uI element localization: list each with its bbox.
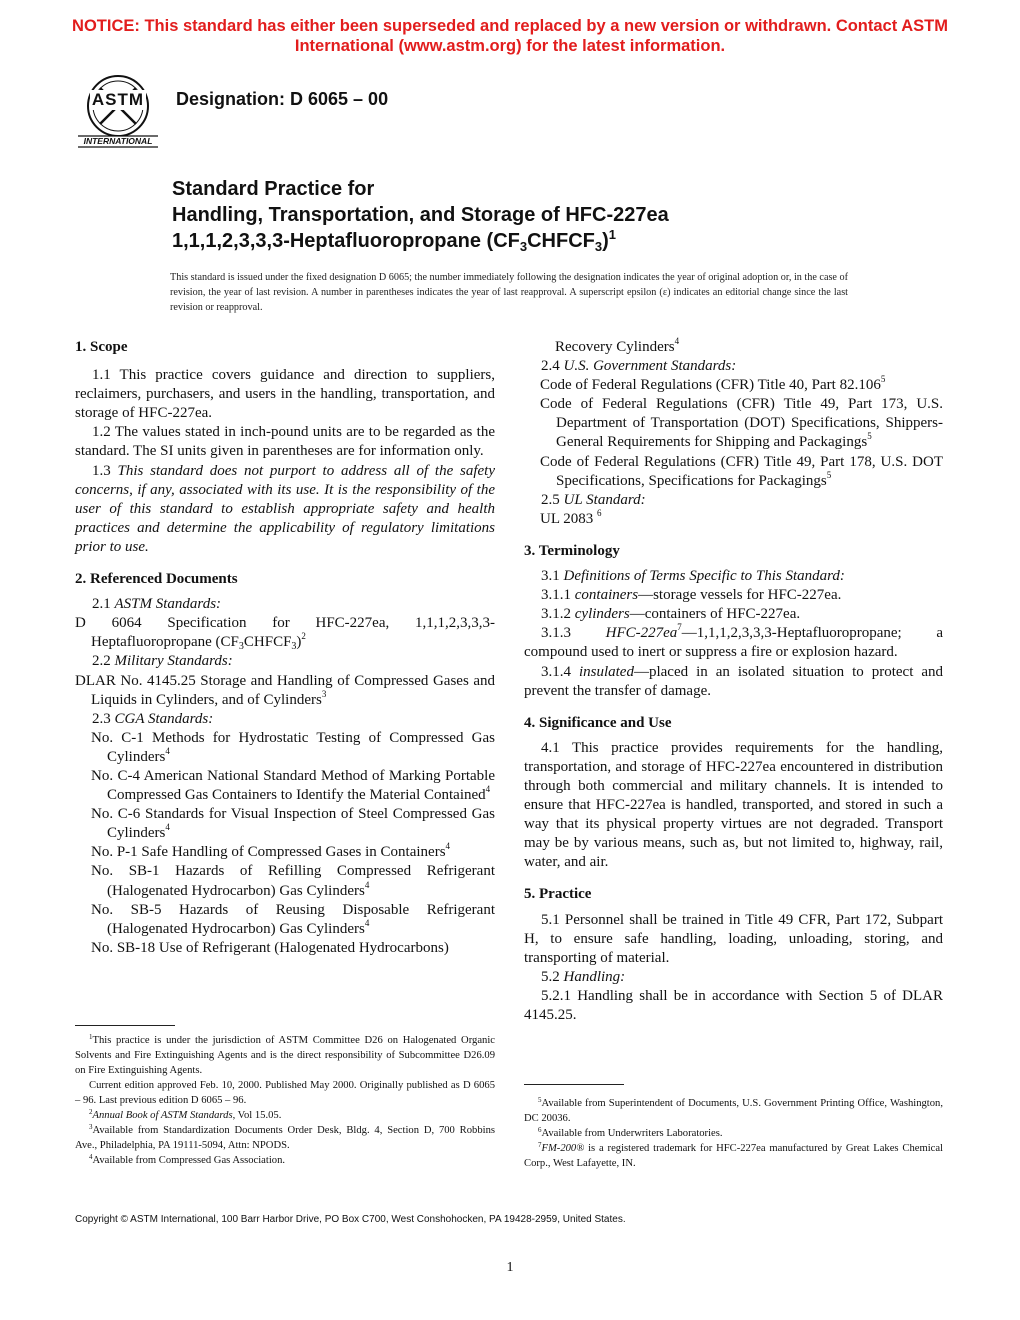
- section-heading-referenced-documents: 2. Referenced Documents: [75, 571, 238, 588]
- para-2-3: 2.3 CGA Standards:: [92, 710, 214, 727]
- document-title: [172, 176, 669, 254]
- ref-cga-sb5: No. SB-5 Hazards of Reusing Disposable Refrigerant (Halogenated Hydrocarbon) Gas Cylinders$^4$: [91, 901, 495, 937]
- footnotes-right: [524, 1096, 943, 1171]
- left-column: [75, 338, 495, 958]
- footnote-4: $^4$Available from Compressed Gas Association.: [89, 1153, 286, 1166]
- para-5-2-1: 5.2.1 Handling shall be in accordance with Section 5 of DLAR 4145.25.: [524, 987, 943, 1023]
- title-line-3: 1,1,1,2,3,3,3-Heptafluoropropane $(CF_3CHFCF_3)^1$: [172, 227, 616, 254]
- ref-cfr-173: Code of Federal Regulations (CFR) Title 49, Part 173, U.S. Department of Transportation (DOT) Specifications, Shippers-General Requirements for Shipping and Packagings$^5$: [540, 396, 943, 451]
- title-footnote-ref: 1: [608, 227, 616, 242]
- footnote-rule-left: [75, 1025, 175, 1026]
- footnote-1: $^1$This practice is under the jurisdiction of ASTM Committee D26 on Halogenated Organic Solvents and Fire Extinguishing Agents and is the direct responsibility of Subcommittee D26.09 on Fire Extinguishing Agents.: [75, 1033, 495, 1076]
- ref-cfr-40: Code of Federal Regulations (CFR) Title 40, Part 82.106$^5$: [540, 374, 886, 394]
- astm-logo: [76, 74, 160, 150]
- ref-cga-c6: No. C-6 Standards for Visual Inspection of Steel Compressed Gas Cylinders$^4$: [91, 806, 495, 842]
- ref-cga-sb1: No. SB-1 Hazards of Refilling Compressed Refrigerant (Halogenated Hydrocarbon) Gas Cylinders$^4$: [91, 863, 495, 899]
- right-column: [524, 338, 943, 1025]
- footnotes-left: [75, 1033, 495, 1168]
- para-1-1: 1.1 This practice covers guidance and direction to suppliers, reclaimers, purchasers, and users in the handling, transportation, and storage of HFC-227ea.: [75, 367, 495, 422]
- section-heading-significance: 4. Significance and Use: [524, 714, 672, 731]
- para-3-1-1: 3.1.1 containers—storage vessels for HFC-227ea.: [541, 587, 842, 604]
- para-3-1-3: 3.1.3 HFC-227ea$^7$—1,1,1,2,3,3,3-Heptafluoropropane; a compound used to inert or suppress a fire or explosion hazard.: [524, 622, 944, 661]
- ref-cga-sb18-cont: Recovery Cylinders$^4$: [555, 336, 680, 355]
- para-2-1: 2.1 ASTM Standards:: [92, 596, 222, 613]
- footnote-2: $^2$Annual Book of ASTM Standards, Vol 15.05.: [89, 1108, 282, 1121]
- ref-d6064: D 6064 Specification for HFC-227ea, 1,1,1,2,3,3,3-Heptafluoropropane $(CF_3CHFCF_3)^2$: [75, 615, 495, 653]
- ref-cga-c4: No. C-4 American National Standard Method of Marking Portable Compressed Gas Containers to Identify the Material Contained$^4$: [91, 767, 495, 804]
- title-line-1: Standard Practice for: [172, 178, 375, 200]
- section-heading-scope: 1. Scope: [75, 339, 128, 355]
- logo-subtitle: INTERNATIONAL: [83, 136, 153, 146]
- para-4-1: 4.1 This practice provides requirements for the handling, transportation, and storage of HFC-227ea encountered in distribution through both commercial and military channels. It is intended to ensure that HFC-227ea is handled, transported, and stored in such a way that its physical property virtues are not degraded. Transport may be by various means, such as, but not limited to, highway, rail, water, and air.: [524, 739, 943, 871]
- ref-cga-p1: No. P-1 Safe Handling of Compressed Gases in Containers$^4$: [91, 841, 451, 861]
- section-heading-terminology: 3. Terminology: [524, 542, 620, 559]
- ref-cga-c1: No. C-1 Methods for Hydrostatic Testing of Compressed Gas Cylinders$^4$: [91, 729, 495, 765]
- page-number: 1: [506, 1260, 514, 1275]
- title-line-2: Handling, Transportation, and Storage of HFC-227ea: [172, 204, 669, 226]
- para-3-1-4: 3.1.4 insulated—placed in an isolated situation to protect and prevent the transfer of damage.: [524, 663, 943, 699]
- para-1-3: 1.3 This standard does not purport to address all of the safety concerns, if any, associated with its use. It is the responsibility of the user of this standard to establish appropriate safety and health practices and determine the applicability of regulatory limitations prior to use.: [75, 462, 496, 555]
- notice-line-1: NOTICE: This standard has either been superseded and replaced by a new version or withdrawn. Contact ASTM: [72, 17, 948, 35]
- ref-cga-sb18: No. SB-18 Use of Refrigerant (Halogenated Hydrocarbons): [91, 939, 449, 956]
- ref-cfr-178: Code of Federal Regulations (CFR) Title 49, Part 178, U.S. DOT Specifications, Specifications for Packagings$^5$: [540, 453, 943, 489]
- footnote-3: $^3$Available from Standardization Documents Order Desk, Bldg. 4, Section D, 700 Robbins Ave., Philadelphia, PA 19111-5094, Attn: NPODS.: [75, 1123, 495, 1151]
- notice-banner: [40, 16, 980, 56]
- designation: Designation: D 6065 – 00: [176, 89, 389, 109]
- copyright-line: Copyright © ASTM International, 100 Barr Harbor Drive, PO Box C700, West Conshohocken, PA 19428-2959, United States.: [75, 1214, 626, 1225]
- para-5-1: 5.1 Personnel shall be trained in Title 49 CFR, Part 172, Subpart H, to ensure safe handling, loading, unloading, storing, and transporting of material.: [524, 911, 943, 966]
- logo-wordmark: ASTM: [91, 90, 145, 109]
- footnote-5: $^5$Available from Superintendent of Documents, U.S. Government Printing Office, Washington, DC 20036.: [524, 1096, 943, 1124]
- footnote-rule-right: [524, 1084, 624, 1085]
- para-2-4: 2.4 U.S. Government Standards:: [541, 358, 737, 375]
- para-1-2: 1.2 The values stated in inch-pound units are to be regarded as the standard. The SI units given in parentheses are for information only.: [75, 424, 495, 460]
- para-3-1: 3.1 Definitions of Terms Specific to This Standard:: [541, 568, 845, 585]
- section-heading-practice: 5. Practice: [524, 886, 592, 903]
- para-2-2: 2.2 Military Standards:: [92, 653, 233, 670]
- footnote-1-edition: Current edition approved Feb. 10, 2000. Published May 2000. Originally published as D 6065 – 96. Last previous edition D 6065 – 96.: [75, 1080, 495, 1106]
- ref-ul-2083: UL 2083 $^6$: [540, 507, 602, 527]
- para-2-5: 2.5 UL Standard:: [541, 491, 646, 508]
- para-5-2: 5.2 Handling:: [541, 968, 626, 985]
- issuance-note: This standard is issued under the fixed designation D 6065; the number immediately following the designation indicates the year of original adoption or, in the case of revision, the year of last revision. A number in parentheses indicates the year of last reapproval. A superscript epsilon (ε) indicates an editorial change since the last revision or reapproval.: [170, 272, 848, 313]
- para-3-1-2: 3.1.2 cylinders—containers of HFC-227ea.: [541, 606, 801, 623]
- footnote-6: $^6$Available from Underwriters Laboratories.: [538, 1126, 723, 1139]
- footnote-7: $^7$FM-200® is a registered trademark for HFC-227ea manufactured by Great Lakes Chemical Corp., West Lafayette, IN.: [524, 1141, 943, 1169]
- notice-line-2: International (www.astm.org) for the latest information.: [294, 37, 726, 55]
- ref-dlar: DLAR No. 4145.25 Storage and Handling of Compressed Gases and Liquids in Cylinders, and of Cylinders$^3$: [75, 672, 495, 708]
